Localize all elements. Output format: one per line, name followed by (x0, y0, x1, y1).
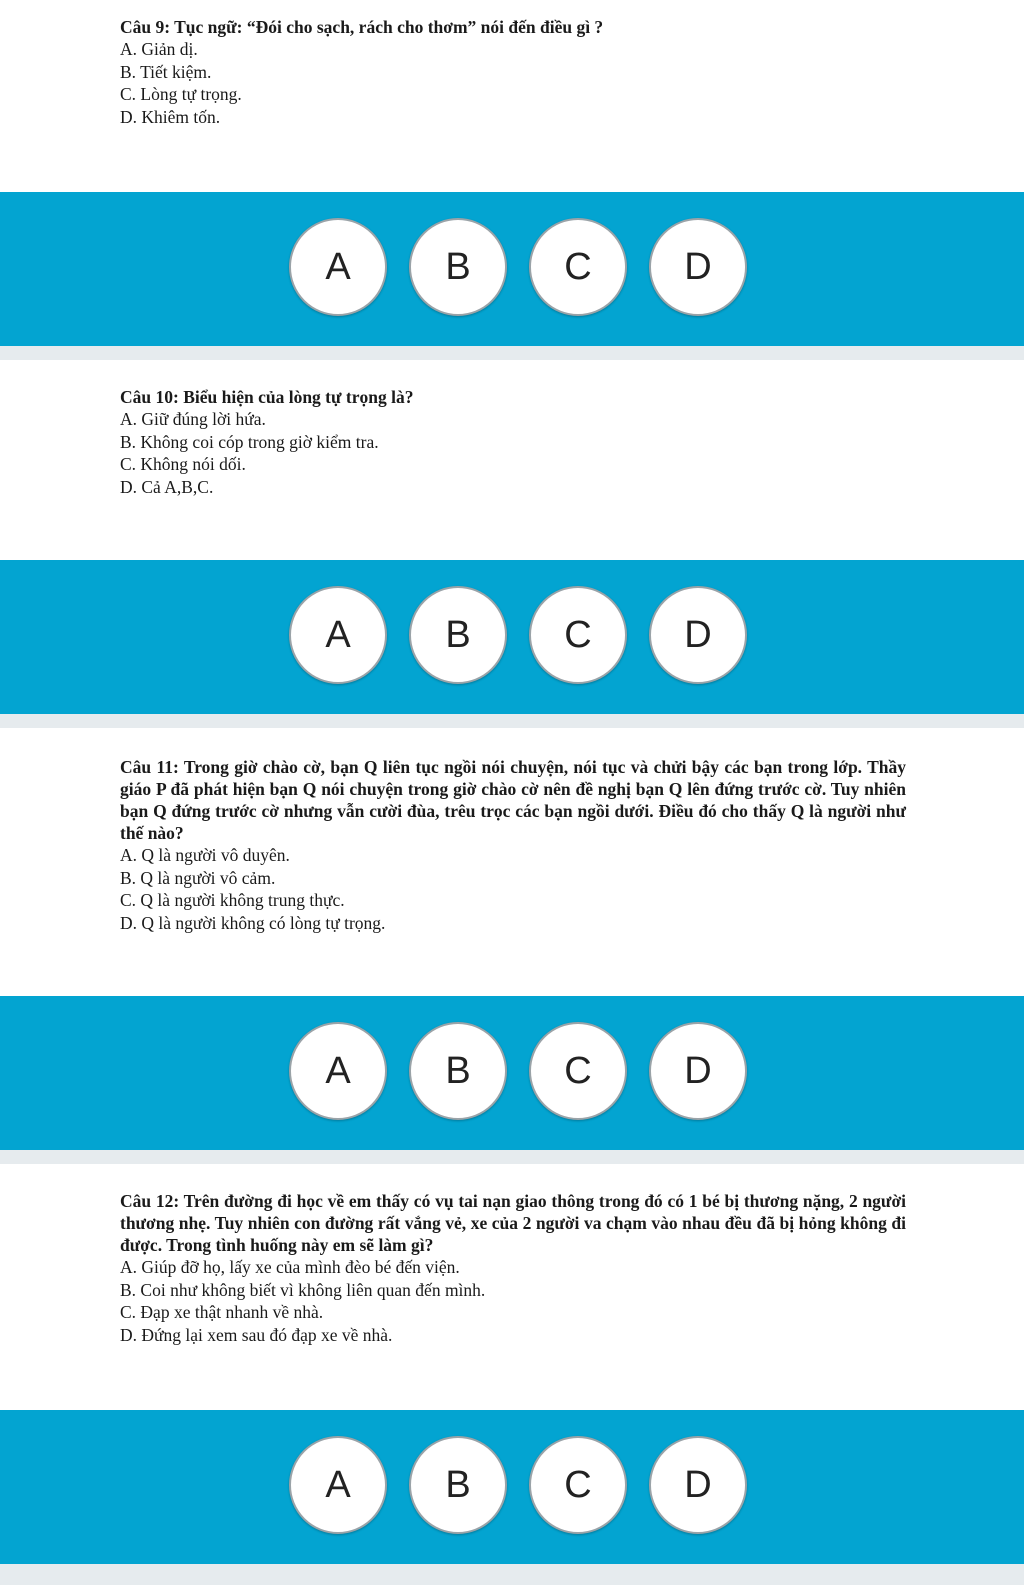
answer-button-c[interactable]: C (529, 1022, 627, 1120)
answer-button-b[interactable]: B (409, 586, 507, 684)
answer-button-d[interactable]: D (649, 218, 747, 316)
answer-button-c[interactable]: C (529, 218, 627, 316)
question-11-option-d: D. Q là người không có lòng tự trọng. (120, 912, 386, 933)
divider (0, 1564, 1024, 1585)
question-11-option-c: C. Q là người không trung thực. (120, 890, 345, 910)
question-9-option-b: B. Tiết kiệm. (120, 61, 212, 82)
answer-button-c[interactable]: C (529, 1436, 627, 1534)
question-9-option-d: D. Khiêm tốn. (120, 106, 221, 127)
question-11 (120, 756, 920, 934)
answer-button-c[interactable]: C (529, 586, 627, 684)
question-10-title: Câu 10: Biểu hiện của lòng tự trọng là? (120, 387, 414, 407)
question-12-option-a: A. Giúp đỡ họ, lấy xe của mình đèo bé đến viện. (120, 1257, 460, 1277)
answer-band-11 (0, 996, 1024, 1150)
divider (0, 714, 1024, 728)
question-11-title: Câu 11: Trong giờ chào cờ, bạn Q liên tục ngồi nói chuyện, nói tục và chửi bậy các bạn trong lớp. Thầy giáo P đã phát hiện bạn Q nói chuyện trong giờ chào cờ nên đề nghị bạn Q lên đứng trước cờ. Tuy nhiên bạn Q đứng trước cờ nhưng vẫn cười đùa, trêu trọc các bạn ngồi dưới. Điều đó cho thấy Q là người như thế nào? (120, 757, 906, 843)
answer-button-d[interactable]: D (649, 1022, 747, 1120)
answer-button-a[interactable]: A (289, 218, 387, 316)
question-12-option-c: C. Đạp xe thật nhanh về nhà. (120, 1302, 324, 1322)
answer-band-12 (0, 1410, 1024, 1564)
answer-band-10 (0, 560, 1024, 714)
answer-button-b[interactable]: B (409, 1436, 507, 1534)
question-12-title: Câu 12: Trên đường đi học về em thấy có vụ tai nạn giao thông trong đó có 1 bé bị thương nặng, 2 người thương nhẹ. Tuy nhiên con đường rất vắng vẻ, xe của 2 người va chạm vào nhau đều đã bị hỏng không đi được. Trong tình huống này em sẽ làm gì? (120, 1191, 906, 1255)
question-9-title: Câu 9: Tục ngữ: “Đói cho sạch, rách cho thơm” nói đến điều gì ? (120, 17, 604, 37)
question-9-option-c: C. Lòng tự trọng. (120, 84, 242, 104)
answer-button-a[interactable]: A (289, 586, 387, 684)
answer-button-a[interactable]: A (289, 1022, 387, 1120)
question-10 (120, 386, 920, 498)
question-12 (120, 1190, 920, 1346)
answer-button-a[interactable]: A (289, 1436, 387, 1534)
answer-button-d[interactable]: D (649, 586, 747, 684)
answer-button-b[interactable]: B (409, 1022, 507, 1120)
divider (0, 346, 1024, 360)
answer-band-9 (0, 192, 1024, 346)
question-10-option-a: A. Giữ đúng lời hứa. (120, 409, 266, 429)
question-9 (120, 16, 920, 128)
divider (0, 1150, 1024, 1164)
question-10-option-b: B. Không coi cóp trong giờ kiểm tra. (120, 431, 379, 452)
question-12-option-b: B. Coi như không biết vì không liên quan đến mình. (120, 1279, 486, 1300)
answer-button-d[interactable]: D (649, 1436, 747, 1534)
question-11-option-a: A. Q là người vô duyên. (120, 845, 290, 865)
question-10-option-d: D. Cả A,B,C. (120, 476, 214, 497)
answer-button-b[interactable]: B (409, 218, 507, 316)
question-10-option-c: C. Không nói dối. (120, 454, 246, 474)
question-9-option-a: A. Giản dị. (120, 39, 198, 59)
question-11-option-b: B. Q là người vô cảm. (120, 867, 276, 888)
question-12-option-d: D. Đứng lại xem sau đó đạp xe về nhà. (120, 1324, 393, 1345)
